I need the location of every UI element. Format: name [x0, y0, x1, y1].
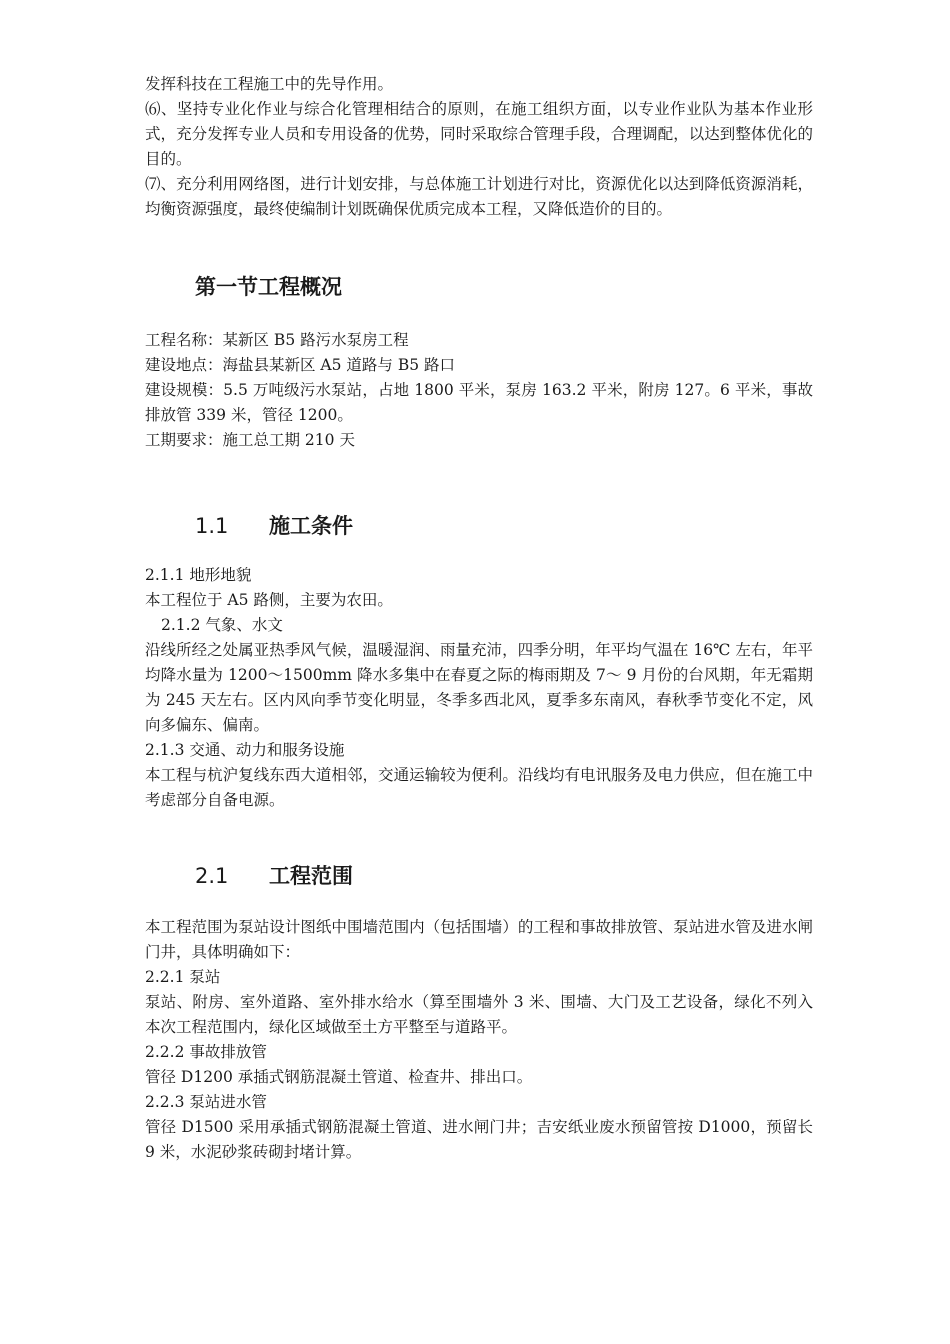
- subsection-title: 施工条件: [269, 514, 353, 538]
- terrain-text: 本工程位于 A5 路侧，主要为农田。: [145, 591, 393, 609]
- document-body: [145, 72, 813, 1165]
- project-scale: 建设规模：5.5 万吨级污水泵站，占地 1800 平米，泵房 163.2 平米，附房 127。6 平米，事故排放管 339 米，管径 1200。: [145, 381, 813, 424]
- intro-line: 发挥科技在工程施工中的先导作用。: [145, 75, 394, 93]
- pump-text: 泵站、附房、室外道路、室外排水给水（算至围墙外 3 米、围墙、大门及工艺设备，绿化不列入本次工程范围内，绿化区域做至土方平整至与道路平。: [145, 993, 813, 1036]
- scope-intro: 本工程范围为泵站设计图纸中围墙范围内（包括围墙）的工程和事故排放管、泵站进水管及进水闸门井，具体明确如下：: [145, 918, 813, 961]
- subsection-number: 1.1: [195, 514, 229, 538]
- terrain-heading: 2.1.1 地形地貌: [145, 566, 252, 584]
- emergency-pipe-text: 管径 D1200 承插式钢筋混凝土管道、检查井、排出口。: [145, 1068, 533, 1086]
- inlet-pipe-heading: 2.2.3 泵站进水管: [145, 1093, 267, 1111]
- project-name: 工程名称：某新区 B5 路污水泵房工程: [145, 331, 409, 349]
- subsection-heading-scope: [145, 861, 813, 891]
- subsection-title: 工程范围: [269, 864, 353, 888]
- subsection-number: 2.1: [195, 864, 229, 888]
- traffic-text: 本工程与杭沪复线东西大道相邻，交通运输较为便利。沿线均有电讯服务及电力供应，但在施工中考虑部分自备电源。: [145, 766, 813, 809]
- pump-heading: 2.2.1 泵站: [145, 968, 221, 986]
- subsection-heading-conditions: [145, 511, 813, 541]
- principle-item-7: ⑺、充分利用网络图，进行计划安排，与总体施工计划进行对比，资源优化以达到降低资源消耗，均衡资源强度，最终使编制计划既确保优质完成本工程，又降低造价的目的。: [145, 175, 813, 218]
- traffic-heading: 2.1.3 交通、动力和服务设施: [145, 741, 345, 759]
- emergency-pipe-heading: 2.2.2 事故排放管: [145, 1043, 267, 1061]
- principle-item-6: ⑹、坚持专业化作业与综合化管理相结合的原则，在施工组织方面，以专业作业队为基本作业形式，充分发挥专业人员和专用设备的优势，同时采取综合管理手段，合理调配，以达到整体优化的目的。: [145, 100, 813, 168]
- inlet-pipe-text: 管径 D1500 采用承插式钢筋混凝土管道、进水闸门井；吉安纸业废水预留管按 D1000，预留长 9 米，水泥砂浆砖砌封堵计算。: [145, 1118, 813, 1161]
- project-duration: 工期要求：施工总工期 210 天: [145, 431, 355, 449]
- project-location: 建设地点：海盐县某新区 A5 道路与 B5 路口: [145, 356, 456, 374]
- climate-heading: 2.1.2 气象、水文: [161, 616, 283, 634]
- climate-text: 沿线所经之处属亚热季风气候，温暖湿润、雨量充沛，四季分明，年平均气温在 16℃ 左右，年平均降水量为 1200～1500mm 降水多集中在春夏之际的梅雨期及 7～ 9 月份的台风期，年无霜期为 245 天左右。区内风向季节变化明显，冬季多西北风，夏季多东南风，春秋季节变化不定，风向多偏东、偏南。: [145, 641, 813, 734]
- section-title-overview: 第一节工程概况: [195, 275, 342, 299]
